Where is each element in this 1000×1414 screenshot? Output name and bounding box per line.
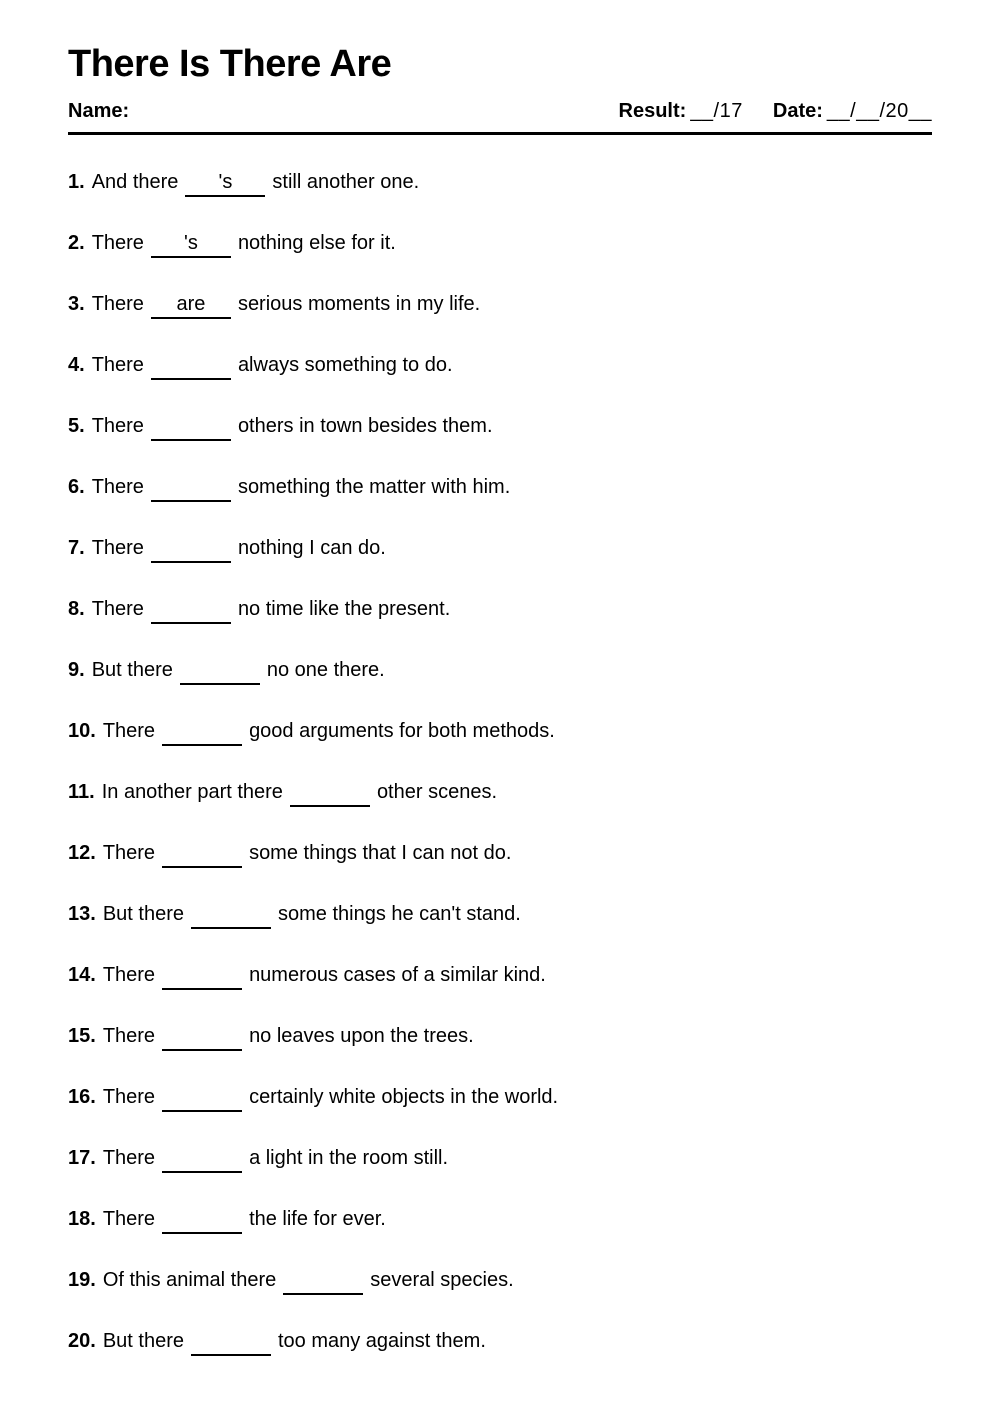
exercise-item <box>68 536 932 563</box>
item-text-pre: There <box>102 1085 156 1108</box>
exercise-item <box>68 353 932 380</box>
answer-blank <box>151 538 231 563</box>
item-text-post: a light in the room still. <box>249 1146 449 1169</box>
answer-blank <box>151 477 231 502</box>
result-label: Result: <box>618 99 687 122</box>
exercise-item <box>68 414 932 441</box>
item-text-pre: There <box>91 231 144 254</box>
answer-blank <box>151 416 231 441</box>
item-text-pre: There <box>91 536 144 559</box>
item-text-post: no one there. <box>266 658 385 681</box>
exercise-item <box>68 780 932 807</box>
item-text-post: still another one. <box>272 170 420 193</box>
item-number: 3. <box>68 292 85 315</box>
answer-blank <box>283 1270 363 1295</box>
answer-blank <box>162 1087 242 1112</box>
exercise-item <box>68 963 932 990</box>
exercise-item <box>68 170 932 197</box>
exercise-list <box>68 170 932 1356</box>
item-number: 16. <box>68 1085 96 1108</box>
item-text-pre: But there <box>102 1329 184 1352</box>
item-text-post: something the matter with him. <box>237 475 511 498</box>
item-text-post: good arguments for both methods. <box>249 719 555 742</box>
item-number: 19. <box>68 1268 96 1291</box>
exercise-item <box>68 292 932 319</box>
item-text-post: no leaves upon the trees. <box>249 1024 474 1047</box>
item-text-pre: But there <box>102 902 184 925</box>
item-text-post: numerous cases of a similar kind. <box>249 963 546 986</box>
item-text-pre: There <box>102 1207 156 1230</box>
item-text-post: nothing I can do. <box>237 536 386 559</box>
item-text-post: serious moments in my life. <box>237 292 481 315</box>
item-text-post: several species. <box>370 1268 514 1291</box>
item-text-pre: There <box>91 292 144 315</box>
item-number: 6. <box>68 475 85 498</box>
date-value: __/__/20__ <box>826 99 932 122</box>
exercise-item <box>68 658 932 685</box>
answer-blank <box>151 599 231 624</box>
date-group <box>773 100 932 123</box>
item-number: 13. <box>68 902 96 925</box>
item-text-pre: And there <box>91 170 179 193</box>
item-number: 12. <box>68 841 96 864</box>
exercise-item <box>68 231 932 258</box>
item-number: 2. <box>68 231 85 254</box>
item-text-pre: But there <box>91 658 173 681</box>
item-text-pre: There <box>102 1146 156 1169</box>
answer-blank <box>151 355 231 380</box>
item-number: 9. <box>68 658 85 681</box>
exercise-item <box>68 1268 932 1295</box>
header-meta-right <box>619 100 932 123</box>
answer-blank <box>290 782 370 807</box>
answer-blank <box>162 965 242 990</box>
exercise-item <box>68 841 932 868</box>
exercise-item <box>68 1329 932 1356</box>
page-title: There Is There Are <box>68 43 392 85</box>
item-text-pre: Of this animal there <box>102 1268 277 1291</box>
item-text-post: nothing else for it. <box>237 231 396 254</box>
answer-blank <box>191 1331 271 1356</box>
exercise-item <box>68 1085 932 1112</box>
item-text-post: others in town besides them. <box>237 414 493 437</box>
item-text-pre: There <box>91 475 144 498</box>
item-text-post: too many against them. <box>277 1329 486 1352</box>
answer-blank <box>180 660 260 685</box>
exercise-item <box>68 902 932 929</box>
item-number: 20. <box>68 1329 96 1352</box>
header-meta-row <box>68 100 932 135</box>
answer-blank: 's <box>151 233 231 258</box>
item-text-pre: There <box>102 963 156 986</box>
item-number: 11. <box>68 780 95 803</box>
item-text-pre: In another part there <box>101 780 283 803</box>
item-number: 10. <box>68 719 96 742</box>
exercise-item <box>68 475 932 502</box>
answer-blank <box>162 721 242 746</box>
result-value: __/17 <box>690 99 743 122</box>
date-label: Date: <box>772 99 823 122</box>
name-label: Name: <box>68 99 130 122</box>
item-text-pre: There <box>102 841 156 864</box>
exercise-item <box>68 597 932 624</box>
item-number: 1. <box>68 170 85 193</box>
item-number: 17. <box>68 1146 96 1169</box>
answer-blank <box>162 843 242 868</box>
exercise-item <box>68 1146 932 1173</box>
exercise-item <box>68 1207 932 1234</box>
item-text-post: always something to do. <box>237 353 453 376</box>
item-text-pre: There <box>102 719 156 742</box>
item-text-post: other scenes. <box>376 780 498 803</box>
answer-blank <box>191 904 271 929</box>
answer-blank <box>162 1148 242 1173</box>
answer-blank: are <box>151 294 231 319</box>
item-text-pre: There <box>91 597 144 620</box>
answer-blank <box>162 1026 242 1051</box>
item-text-post: some things that I can not do. <box>249 841 512 864</box>
result-group <box>619 100 743 123</box>
exercise-item <box>68 719 932 746</box>
item-text-post: no time like the present. <box>237 597 451 620</box>
item-text-post: the life for ever. <box>249 1207 386 1230</box>
item-text-pre: There <box>102 1024 156 1047</box>
item-text-pre: There <box>91 353 144 376</box>
item-number: 15. <box>68 1024 96 1047</box>
item-text-post: some things he can't stand. <box>277 902 521 925</box>
exercise-item <box>68 1024 932 1051</box>
item-text-post: certainly white objects in the world. <box>249 1085 559 1108</box>
answer-blank <box>162 1209 242 1234</box>
item-text-pre: There <box>91 414 144 437</box>
item-number: 7. <box>68 536 85 559</box>
item-number: 18. <box>68 1207 96 1230</box>
item-number: 5. <box>68 414 85 437</box>
answer-blank: 's <box>185 172 265 197</box>
item-number: 4. <box>68 353 85 376</box>
item-number: 14. <box>68 963 96 986</box>
item-number: 8. <box>68 597 85 620</box>
